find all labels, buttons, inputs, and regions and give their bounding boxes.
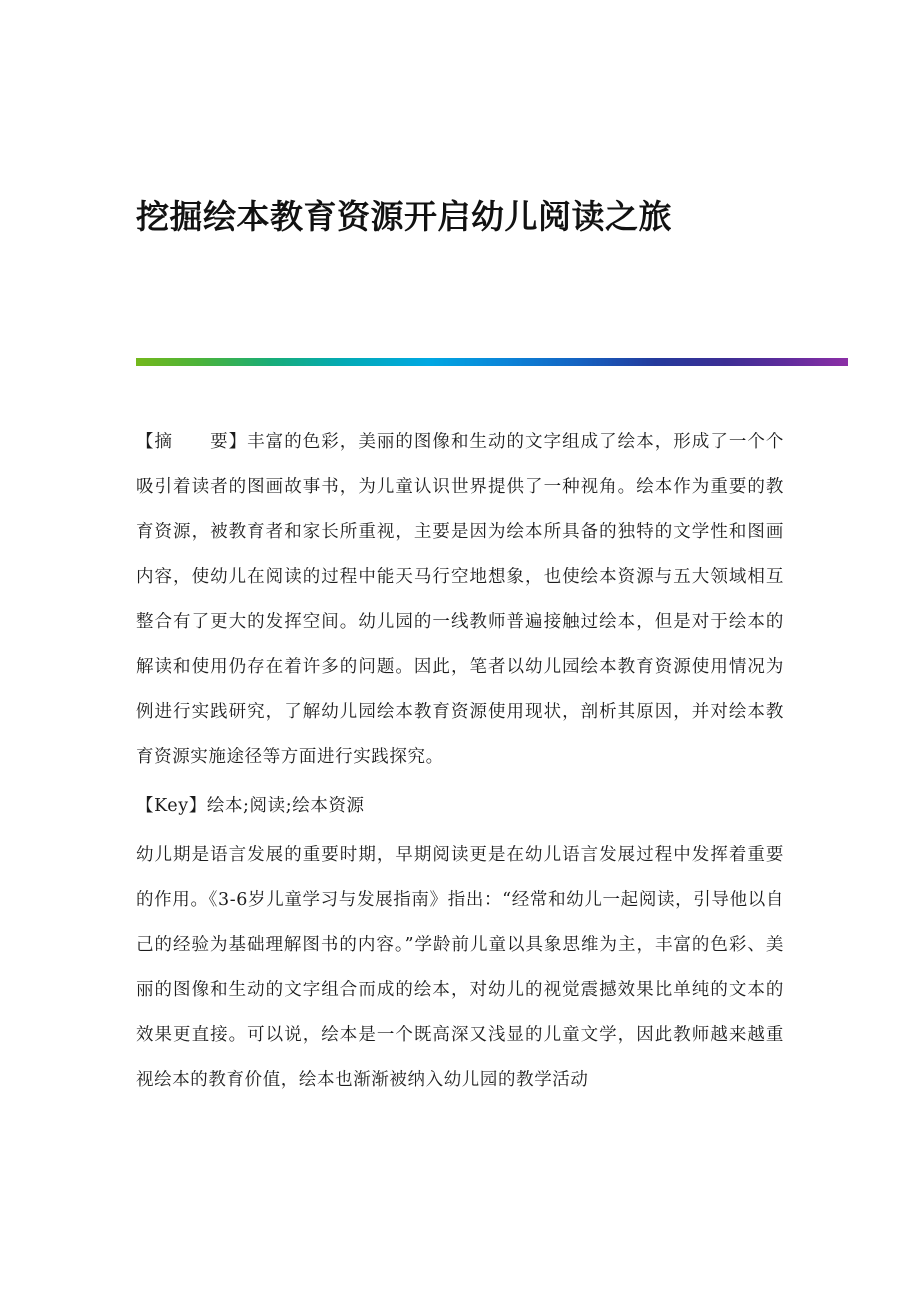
abstract-paragraph: 【摘 要】丰富的色彩，美丽的图像和生动的文字组成了绘本，形成了一个个吸引着读者的图画故事书，为儿童认识世界提供了一种视角。绘本作为重要的教育资源，被教育者和家长所重视，主要是因为绘本所具备的独特的文学性和图画内容，使幼儿在阅读的过程中能天马行空地想象，也使绘本资源与五大领域相互整合有了更大的发挥空间。幼儿园的一线教师普遍接触过绘本，但是对于绘本的解读和使用仍存在着许多的问题。因此，笔者以幼儿园绘本教育资源使用情况为例进行实践研究，了解幼儿园绘本教育资源使用现状，剖析其原因，并对绘本教育资源实施途径等方面进行实践探究。 [136, 431, 784, 767]
divider-container [136, 238, 784, 366]
gradient-divider [136, 358, 848, 366]
page-title: 挖掘绘本教育资源开启幼儿阅读之旅 [136, 197, 672, 236]
body-paragraph-1: 幼儿期是语言发展的重要时期，早期阅读更是在幼儿语言发展过程中发挥着重要的作用。《3-6岁儿童学习与发展指南》指出：“经常和幼儿一起阅读，引导他以自己的经验为基础理解图书的内容。”学龄前儿童以具象思维为主，丰富的色彩、美丽的图像和生动的文字组合而成的绘本，对幼儿的视觉震撼效果比单纯的文本的效果更直接。可以说，绘本是一个既高深又浅显的儿童文学，因此教师越来越重视绘本的教育价值，绘本也渐渐被纳入幼儿园的教学活动 [136, 844, 784, 1090]
article-content [136, 366, 784, 1103]
keywords-paragraph: 【Key】绘本;阅读;绘本资源 [136, 795, 365, 816]
